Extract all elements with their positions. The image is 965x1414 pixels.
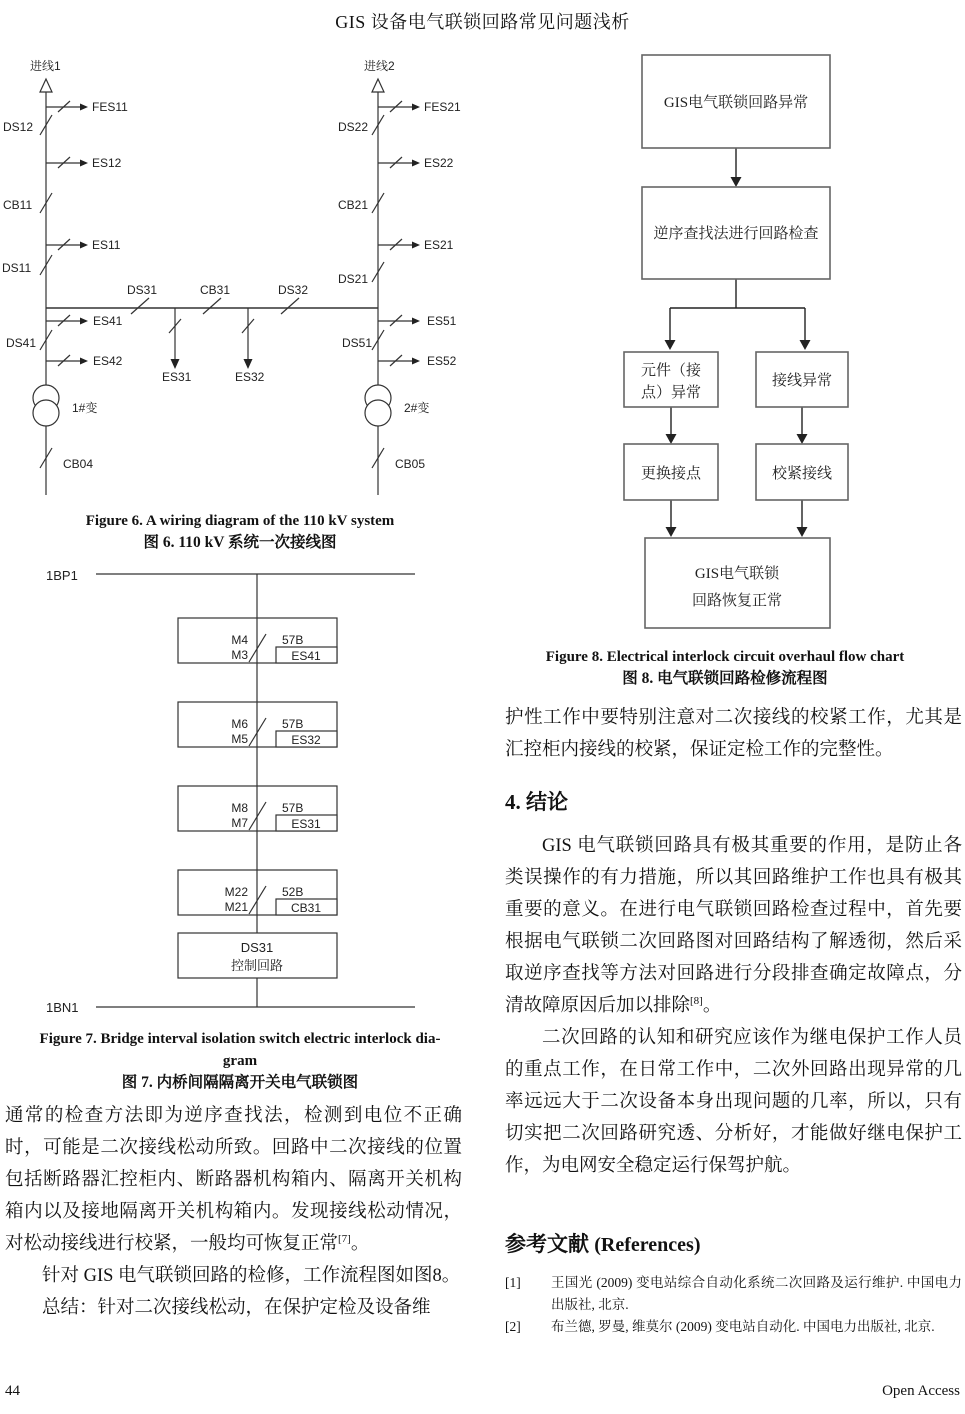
label-incoming2: 进线2 (364, 59, 395, 73)
relay-label: 57B (282, 801, 304, 815)
label-ds12: DS12 (3, 120, 34, 134)
figure7-caption-en-line1: Figure 7. Bridge interval isolation switch electric interlock dia- (39, 1031, 441, 1047)
node-end-line2: 回路恢复正常 (691, 593, 783, 609)
label-cb11: CB11 (3, 198, 33, 212)
target-label: ES41 (291, 649, 321, 663)
figure8-caption (485, 646, 965, 690)
target-label: ES31 (291, 817, 321, 831)
ref-marker-7: [7] (338, 1232, 351, 1245)
paragraph-text: GIS 电气联锁回路具有极其重要的作用，是防止各类误操作的有力措施，所以其回路维护工作也具有极其重要的意义。在进行电气联锁回路检查过程中，首先要根据电气联锁二次回路图对回路结构了解透彻，然后采取逆序查找等方法对回路进行分段排查确定故障点，分清故障原因后加以排除 (505, 836, 962, 1016)
label-ds22: DS22 (338, 120, 369, 134)
control-box-line2: 控制回路 (230, 958, 284, 973)
label-ds41: DS41 (6, 336, 37, 350)
contact-label-bottom: M3 (231, 648, 248, 662)
label-fes11: FES11 (92, 100, 128, 114)
references-heading-en: (References) (594, 1234, 701, 1256)
label-cb31: CB31 (200, 283, 231, 297)
contact-label-top: M6 (231, 717, 248, 731)
label-es11: ES11 (92, 238, 121, 252)
label-ds31: DS31 (127, 283, 158, 297)
target-label: CB31 (290, 901, 322, 915)
label-fes21: FES21 (424, 100, 461, 114)
label-ds51: DS51 (342, 336, 373, 350)
flow-node-replace-contact (624, 444, 718, 500)
node-check-label: 逆序查找法进行回路检查 (653, 226, 819, 242)
label-cb05: CB05 (395, 457, 426, 471)
label-cb04: CB04 (63, 457, 94, 471)
conclusion-text (505, 830, 962, 1182)
label-t1: 1#变 (72, 401, 98, 415)
figure6-wiring-diagram (0, 55, 480, 505)
figure6-caption-zh: 图 6. 110 kV 系统一次接线图 (143, 534, 337, 551)
relay-label: 57B (282, 717, 304, 731)
incoming2-arrow-icon (372, 79, 384, 92)
paragraph-summary: 总结：针对二次接线松动，在保护定检及设备维 (42, 1298, 431, 1318)
figure7-caption-en-line2: gram (222, 1053, 258, 1069)
label-ds32: DS32 (278, 283, 309, 297)
flow-node-check (642, 187, 830, 279)
contact-label-top: M22 (224, 885, 248, 899)
relay-label: 52B (282, 885, 304, 899)
label-es52: ES52 (427, 354, 457, 368)
page-title: GIS 设备电气联锁回路常见问题浅析 (335, 12, 630, 32)
right-column-top-text (505, 702, 962, 766)
left-column-text (5, 1100, 462, 1324)
paragraph-text: 。 (702, 996, 722, 1016)
label-incoming1: 进线1 (30, 59, 61, 73)
contact-label-bottom: M7 (231, 816, 248, 830)
target-label: ES32 (291, 733, 321, 747)
references-heading-zh: 参考文献 (505, 1232, 589, 1256)
contact-label-top: M4 (231, 633, 248, 647)
node-component-fault-line1: 元件（接 (640, 363, 702, 379)
label-es42: ES42 (93, 354, 123, 368)
node-end-line1: GIS电气联锁 (694, 566, 780, 582)
page-number: 44 (5, 1383, 20, 1399)
reference-text: 布兰德, 罗曼, 维莫尔 (2009) 变电站自动化. 中国电力出版社, 北京. (551, 1319, 935, 1334)
ref-marker-8: [8] (690, 994, 703, 1007)
label-ds11: DS11 (2, 261, 32, 275)
node-start-label: GIS电气联锁回路异常 (663, 95, 809, 111)
reference-item (505, 1272, 962, 1316)
label-es31: ES31 (162, 370, 192, 384)
label-es12: ES12 (92, 156, 122, 170)
label-bus-top: 1BP1 (46, 568, 78, 583)
references-list (505, 1272, 962, 1338)
contact-label-top: M8 (231, 801, 248, 815)
references-heading (505, 1228, 962, 1258)
paragraph-maintenance-note: 护性工作中要特别注意对二次接线的校紧工作，尤其是汇控柜内接线的校紧，保证定检工作的完整性。 (505, 708, 962, 760)
figure6-caption-en: Figure 6. A wiring diagram of the 110 kV system (85, 513, 395, 529)
open-access-label: Open Access (882, 1383, 960, 1399)
contact-label-bottom: M21 (224, 900, 248, 914)
label-es51: ES51 (427, 314, 457, 328)
paragraph-conclusion-1 (505, 830, 962, 1022)
node-replace-contact-label: 更换接点 (640, 466, 702, 482)
paragraph-conclusion-2: 二次回路的认知和研究应该作为继电保护工作人员的重点工作，在日常工作中，二次外回路出现异常的几率远远大于二次设备本身出现问题的几率，所以，只有切实把二次回路研究透、分析好，才能做好继电保护工作，为电网安全稳定运行保驾护航。 (505, 1028, 962, 1176)
contact-label-bottom: M5 (231, 732, 248, 746)
node-component-fault-line2: 点）异常 (640, 385, 702, 401)
figure7-caption (0, 1028, 480, 1094)
reference-text: 王国光 (2009) 变电站综合自动化系统二次回路及运行维护. 中国电力出版社, 北京. (551, 1275, 962, 1312)
node-wiring-fault-label: 接线异常 (771, 373, 833, 389)
paragraph-inspection-method (5, 1100, 462, 1260)
control-box-line1: DS31 (240, 940, 274, 955)
node-tighten-wiring-label: 校紧接线 (771, 466, 833, 482)
figure7-interlock-diagram (0, 565, 480, 1015)
label-t2: 2#变 (404, 401, 430, 415)
figure8-caption-zh: 图 8. 电气联锁回路检修流程图 (622, 670, 828, 687)
relay-label: 57B (282, 633, 304, 647)
incoming1-arrow-icon (40, 79, 52, 92)
reference-number: [1] (505, 1275, 521, 1290)
figure7-caption-zh: 图 7. 内桥间隔隔离开关电气联锁图 (121, 1074, 359, 1091)
figure8-flowchart (485, 50, 965, 642)
label-cb21: CB21 (338, 198, 369, 212)
flow-node-wiring-fault (756, 352, 848, 407)
figure6-caption (0, 510, 480, 554)
paragraph-text: 通常的检查方法即为逆序查找法，检测到电位不正确时，可能是二次接线松动所致。回路中二次接线的位置包括断路器汇控柜内、断路器机构箱内、隔离开关机构箱内以及接地隔离开关机构箱内。发现接线松动情况，对松动接线进行校紧，一般均可恢复正常 (5, 1106, 462, 1254)
flow-node-component-fault (624, 352, 718, 407)
section-heading-conclusion: 4. 结论 (505, 790, 568, 814)
reference-item (505, 1316, 962, 1338)
label-es41: ES41 (93, 314, 123, 328)
figure8-caption-en: Figure 8. Electrical interlock circuit overhaul flow chart (545, 649, 905, 665)
paragraph-overhaul-flow: 针对 GIS 电气联锁回路的检修，工作流程图如图8。 (42, 1266, 461, 1286)
label-bus-bottom: 1BN1 (46, 1000, 79, 1015)
label-es22: ES22 (424, 156, 454, 170)
control-circuit-box (178, 933, 337, 978)
flow-node-start (642, 55, 830, 148)
flow-node-tighten-wiring (756, 444, 848, 500)
paragraph-text: 。 (350, 1234, 370, 1254)
reference-number: [2] (505, 1319, 521, 1334)
right-branch-wires (378, 101, 420, 366)
label-es32: ES32 (235, 370, 265, 384)
label-ds21: DS21 (338, 272, 369, 286)
label-es21: ES21 (424, 238, 454, 252)
left-branch-wires (46, 101, 88, 366)
flow-node-end (645, 538, 830, 628)
